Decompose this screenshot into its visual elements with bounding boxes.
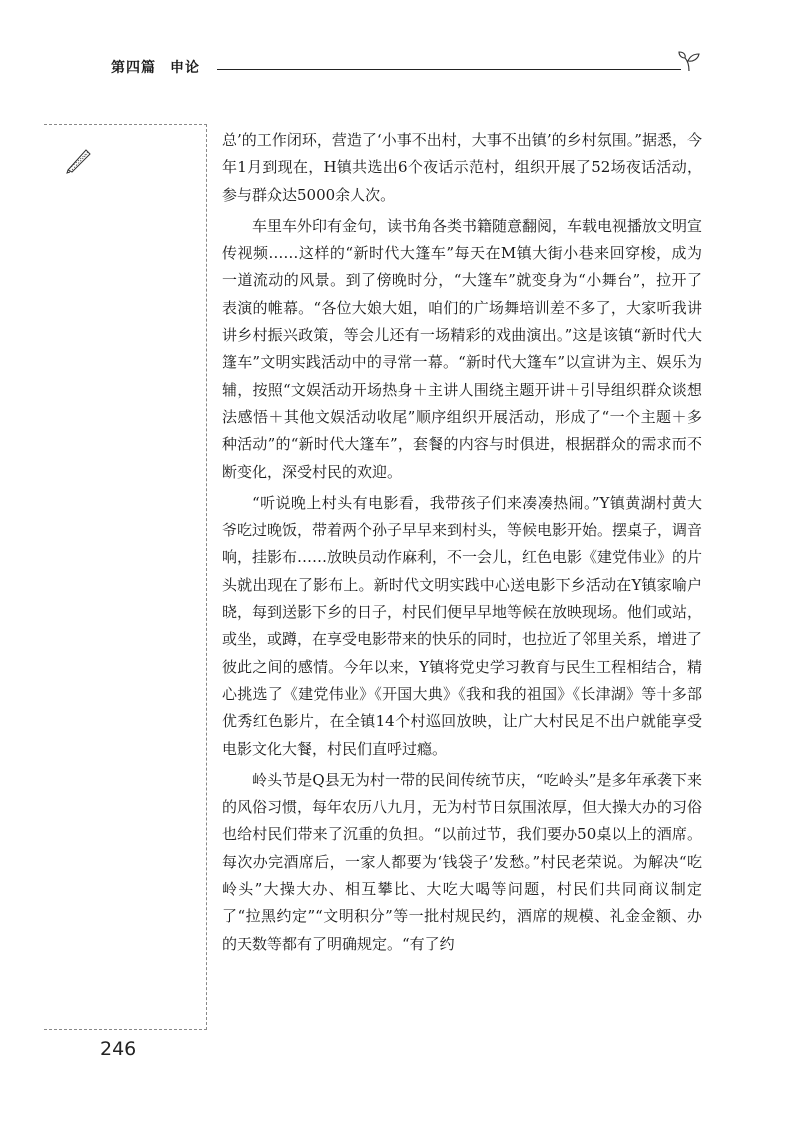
page-number: 246 [100, 1038, 137, 1060]
paragraph-caravan: 车里车外印有金句，读书角各类书籍随意翻阅，车载电视播放文明宣传视频……这样的“新时代大篷车”每天在M镇大街小巷来回穿梭，成为一道流动的风景。到了傍晚时分，“大篷车”就变身为“小舞台”，拉开了表演的帷幕。“各位大娘大姐，咱们的广场舞培训差不多了，大家听我讲讲乡村振兴政策，等会儿还有一场精彩的戏曲演出。”这是该镇“新时代大篷车”文明实践活动中的寻常一幕。“新时代大篷车”以宣讲为主、娱乐为辅，按照“文娱活动开场热身＋主讲人围绕主题开讲＋引导组织群众谈想法感悟＋其他文娱活动收尾”顺序组织开展活动，形成了“一个主题＋多种活动”的“新时代大篷车”，套餐的内容与时俱进，根据群众的需求而不断变化，深受村民的欢迎。 [222, 216, 703, 481]
margin-note-box [44, 124, 207, 1030]
header-section: 申论 [170, 60, 200, 76]
body-text [222, 127, 702, 962]
leaf-sprout-icon [677, 49, 701, 73]
header-part: 第四篇 [111, 60, 156, 76]
paragraph-continued: 总’的工作闭环，营造了‘小事不出村，大事不出镇’的乡村氛围。”据悉，今年1月到现在，H镇共选出6个夜话示范村，组织开展了52场夜话活动，参与群众达5000余人次。 [222, 131, 702, 204]
pen-note-icon [64, 144, 94, 174]
header-rule [217, 69, 681, 70]
header-title [111, 57, 200, 77]
paragraph-movie: “听说晚上村头有电影看，我带孩子们来凑凑热闹。”Y镇黄湖村黄大爷吃过晚饭，带着两个孙子早早来到村头，等候电影开始。摆桌子，调音响，挂影布……放映员动作麻利，不一会儿，红色电影《建党伟业》的片头就出现在了影布上。新时代文明实践中心送电影下乡活动在Y镇家喻户晓，每到送影下乡的日子，村民们便早早地等候在放映现场。他们或站，或坐，或蹲，在享受电影带来的快乐的同时，也拉近了邻里关系，增进了彼此之间的感情。今年以来，Y镇将党史学习教育与民生工程相结合，精心挑选了《建党伟业》《开国大典》《我和我的祖国》《长津湖》等十多部优秀红色影片，在全镇14个村巡回放映，让广大村民足不出户就能享受电影文化大餐，村民们直呼过瘾。 [222, 493, 703, 758]
paragraph-festival: 岭头节是Q县无为村一带的民间传统节庆，“吃岭头”是多年承袭下来的风俗习惯，每年农历八九月，无为村节日氛围浓厚，但大操大办的习俗也给村民们带来了沉重的负担。“以前过节，我们要办50桌以上的酒席。每次办完酒席后，一家人都要为‘钱袋子’发愁。”村民老荣说。为解决“吃岭头”大操大办、相互攀比、大吃大喝等问题，村民们共同商议制定了“拉黑约定”“文明积分”等一批村规民约，酒席的规模、礼金金额、办的天数等都有了明确规定。“有了约 [222, 770, 703, 953]
running-header [111, 57, 701, 83]
